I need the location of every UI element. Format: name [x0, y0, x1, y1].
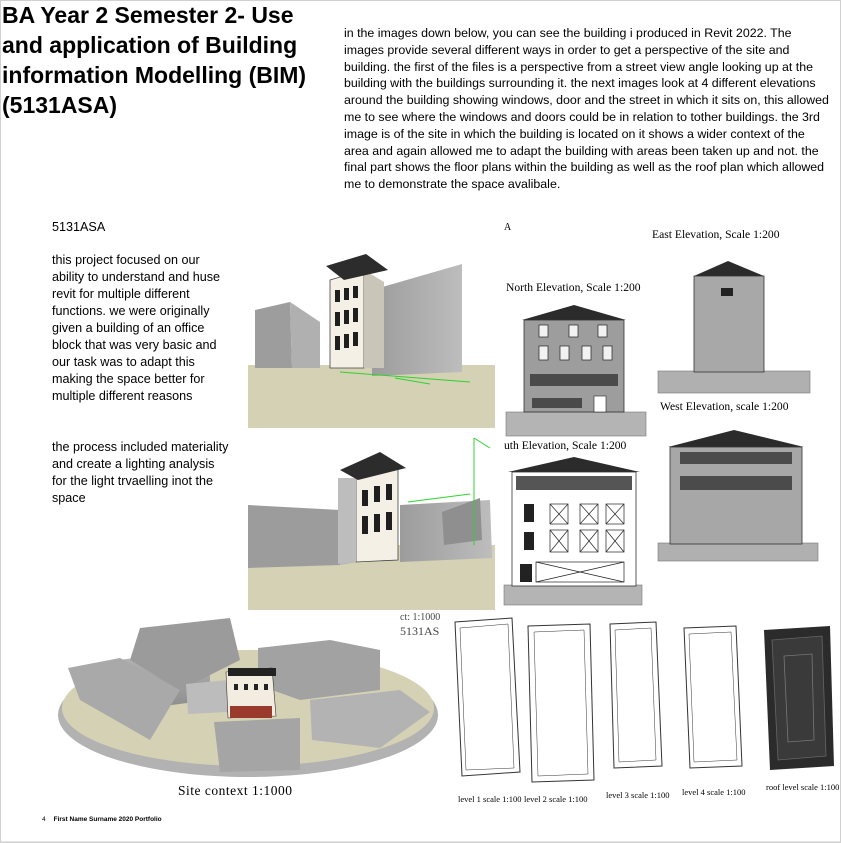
east-elevation-drawing: [658, 261, 810, 393]
site-context-model: [58, 618, 438, 777]
intro-paragraph: in the images down below, you can see the building i produced in Revit 2022. The images provide several different ways in order to get a perspective of the site and building. the first of the files is a perspective from a street view angle looking up at the building with the buildings surrounding it. the next images look at 4 different elevations around the building showing windows, door and the street in which it sits on, this allowed me to see where the windows and doors could be in relation to tother buildings. the 3rd image is of the site in which the building is located on it shows a wider context of the area and again allowed me to adapt the building with areas been taken up and not. the final part shows the floor plans within the building as well as the roof plan which allowed me to demonstrate the space avalibale.: [344, 26, 829, 192]
south-elevation-caption: uth Elevation, Scale 1:200: [504, 439, 627, 452]
floor-plans: [455, 618, 742, 782]
north-elevation-caption: North Elevation, Scale 1:200: [506, 281, 641, 294]
page-title: BA Year 2 Semester 2- Use and application of Building information Modelling (BIM) (5131ASA): [2, 2, 307, 118]
site-context-caption: Site context 1:1000: [178, 783, 293, 798]
plan-caption-1: level 1 scale 1:100: [458, 794, 522, 804]
plan-caption-2: level 2 scale 1:100: [524, 794, 588, 804]
footer-text: First Name Surname 2020 Portfolio: [53, 816, 162, 823]
module-code: 5131ASA: [52, 220, 106, 234]
plan-caption-roof: roof level scale 1:100: [766, 782, 840, 792]
west-elevation-drawing: [658, 430, 818, 561]
west-elevation-caption: West Elevation, scale 1:200: [660, 400, 789, 413]
street-perspective-2: [248, 438, 495, 610]
plan-caption-4: level 4 scale 1:100: [682, 787, 746, 797]
site-overlay-line-1: ct: 1:1000: [400, 612, 441, 621]
plan-caption-3: level 3 scale 1:100: [606, 790, 670, 800]
project-description: this project focused on our ability to understand and huse revit for multiple different functions. we were originally given a building of an office block that was very basic and our task was to adapt this making the space better for multiple different reasons: [52, 253, 221, 403]
street-perspective-1: [248, 254, 495, 428]
process-description: the process included materiality and create a lighting analysis for the light trvaelling inot the space: [52, 440, 229, 505]
roof-plan: [764, 626, 834, 770]
north-elevation-drawing: [506, 305, 646, 436]
page-number: 4: [42, 816, 46, 823]
elevation-marker: A: [504, 222, 512, 233]
site-overlay-line-2: 5131AS: [400, 624, 440, 638]
footer: [42, 816, 162, 823]
south-elevation-drawing: [504, 457, 642, 605]
east-elevation-caption: East Elevation, Scale 1:200: [652, 228, 780, 241]
